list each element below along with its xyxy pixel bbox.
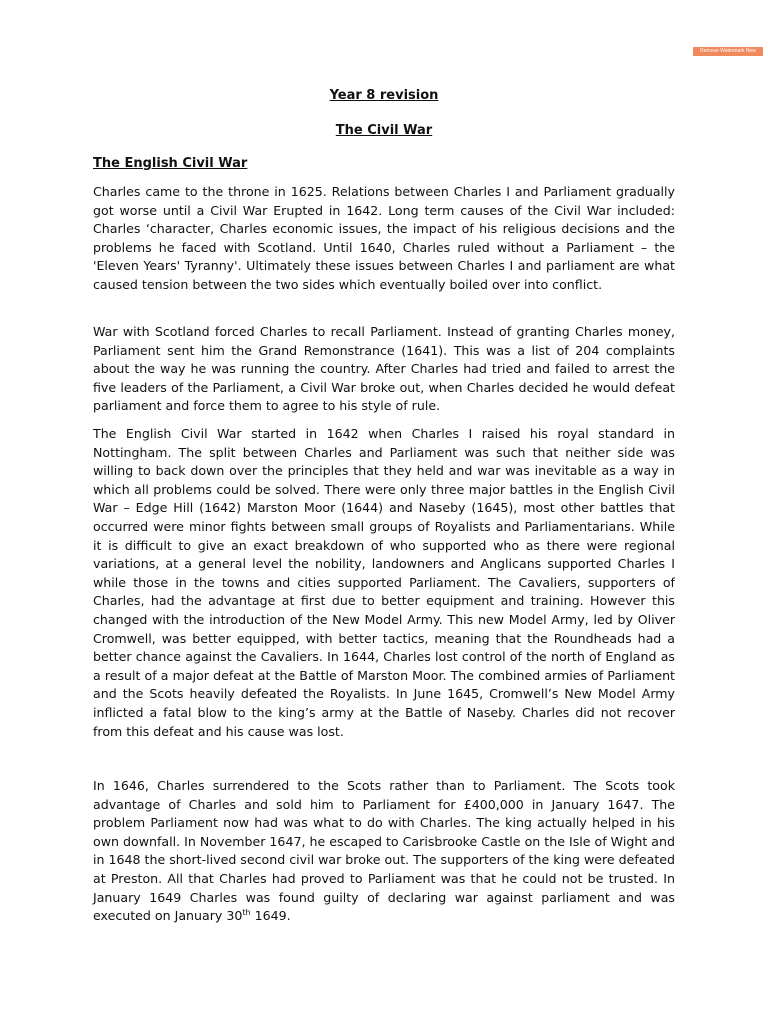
paragraph-4-text: In 1646, Charles surrendered to the Scots rather than to Parliament. The Scots took advantage of Charles and sold him to Parliament for £400,000 in January 1647. The problem Parliament now had was what to do with Charles. The king actually helped in his own downfall. In November 1647, he escaped to Carisbrooke Castle on the Isle of Wight and in 1648 the short-lived second civil war broke out. The supporters of the king were defeated at Preston. All that Charles had proved to Parliament was that he could not be trusted. In January 1649 Charles was found guilty of declaring war against parliament and was executed on January 30 (93, 778, 676, 924)
paragraph-4-end: 1649. (250, 908, 291, 924)
paragraph-2: War with Scotland forced Charles to recall Parliament. Instead of granting Charles money, Parliament sent him the Grand Remonstrance (1641). This was a list of 204 complaints about the way he was running the country. After Charles had tried and failed to arrest the five leaders of the Parliament, a Civil War broke out, when Charles decided he would defeat parliament and force them to agree to his style of rule. (93, 324, 675, 414)
ordinal-suffix: th (242, 907, 251, 917)
document-subtitle: The Civil War (335, 123, 433, 138)
remove-watermark-button[interactable]: Remove Watermark Now (693, 47, 763, 56)
paragraph-3: The English Civil War started in 1642 when Charles I raised his royal standard in Nottingham. The split between Charles and Parliament was such that neither side was willing to back down over the principles that they held and war was inevitable as a way in which all problems could be solved. There were only three major battles in the English Civil War – Edge Hill (1642) Marston Moor (1644) and Naseby (1645), most other battles that occurred were minor fights between small groups of Royalists and Parliamentarians. While it is difficult to give an exact breakdown of who supported who as there were regional variations, at a general level the nobility, landowners and Anglicans supported Charles I while those in the towns and cities supported Parliament. The Cavaliers, supporters of Charles, had the advantage at first due to better equipment and training. However this changed with the introduction of the New Model Army. This new Model Army, led by Oliver Cromwell, was better equipped, with better tactics, meaning that the Roundheads had a better chance against the Cavaliers. In 1644, Charles lost control of the north of England as a result of a major defeat at the Battle of Marston Moor. The combined armies of Parliament and the Scots heavily defeated the Royalists. In June 1645, Cromwell’s New Model Army inflicted a fatal blow to the king’s army at the Battle of Naseby. Charles did not recover from this defeat and his cause was lost. (93, 426, 675, 739)
document-title: Year 8 revision (329, 88, 439, 103)
section-heading: The English Civil War (93, 156, 248, 171)
paragraph-4 (93, 777, 675, 926)
paragraph-1: Charles came to the throne in 1625. Relations between Charles I and Parliament gradually got worse until a Civil War Erupted in 1642. Long term causes of the Civil War included: Charles ‘character, Charles economic issues, the impact of his religious decisions and the problems he faced with Scotland. Until 1640, Charles ruled without a Parliament – the 'Eleven Years' Tyranny'. Ultimately these issues between Charles I and parliament are what caused tension between the two sides which eventually boiled over into conflict. (93, 184, 675, 292)
